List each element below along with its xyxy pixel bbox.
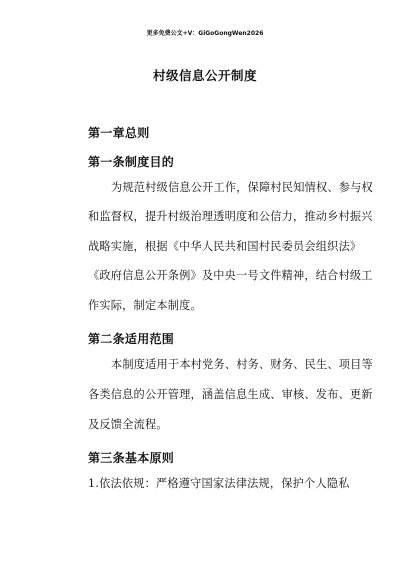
article-2-heading: 第二条适用范围	[88, 332, 175, 346]
paragraph-line: 1.依法依规：严格遵守国家法律法规，保护个人隐私	[88, 477, 350, 490]
article-1-heading: 第一条制度目的	[88, 155, 175, 169]
paragraph-line: 各类信息的公开管理，涵盖信息生成、审核、发布、更新	[88, 388, 373, 401]
paragraph-line: 本制度适用于本村党务、村务、财务、民生、项目等	[111, 358, 373, 371]
chapter-heading: 第一章总则	[88, 126, 150, 140]
header-note: 更多免费公文+V：GiGoGongWen2026	[146, 30, 264, 37]
paragraph-line: 《政府信息公开条例》及中央一号文件精神，结合村级工	[88, 269, 373, 282]
paragraph-line: 为规范村级信息公开工作，保障村民知情权、参与权	[111, 181, 373, 194]
paragraph-line: 和监督权，提升村级治理透明度和公信力，推动乡村振兴	[88, 210, 373, 223]
paragraph-line: 作实际，制定本制度。	[88, 299, 202, 312]
paragraph-line: 及反馈全流程。	[88, 418, 168, 431]
article-3-heading: 第三条基本原则	[88, 451, 175, 465]
document-title: 村级信息公开制度	[152, 68, 257, 83]
paragraph-line: 战略实施，根据《中华人民共和国村民委员会组织法》	[88, 240, 362, 253]
